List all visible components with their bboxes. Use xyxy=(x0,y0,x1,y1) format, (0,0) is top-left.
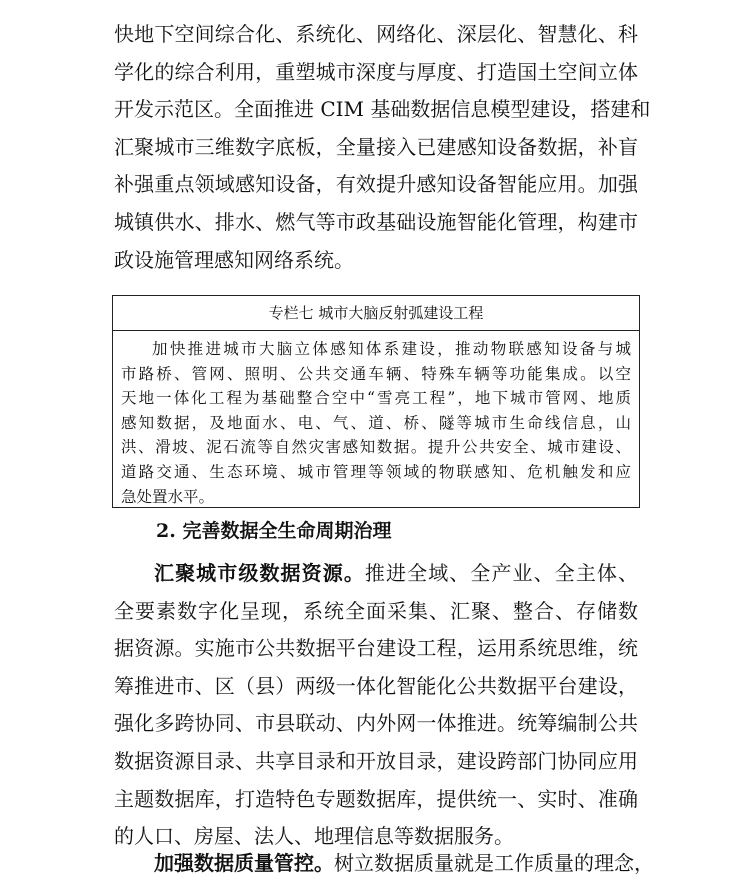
box-line: 洪、滑坡、泥石流等自然灾害感知数据。提升公共安全、城市建设、 xyxy=(121,438,631,457)
text-line: 筹推进市、区（县）两级一体化智能化公共数据平台建设， xyxy=(114,673,638,698)
sidebar-box-city-brain xyxy=(112,295,640,508)
text-line: 全要素数字化呈现，系统全面采集、汇聚、整合、存储数 xyxy=(114,598,638,623)
box-line: 市路桥、管网、照明、公共交通车辆、特殊车辆等功能集成。以空 xyxy=(121,364,631,383)
box-line: 加快推进城市大脑立体感知体系建设，推动物联感知设备与城 xyxy=(152,340,631,358)
box-line: 道路交通、生态环境、城市管理等领域的物联感知、危机触发和应 xyxy=(121,462,631,481)
box-line: 急处置水平。 xyxy=(121,487,215,506)
text-line: 主题数据库，打造特色专题数据库，提供统一、实时、准确 xyxy=(114,786,638,811)
text-line: 开发示范区。全面推进 CIM 基础数据信息模型建设，搭建和 xyxy=(114,97,651,122)
box-body xyxy=(113,331,639,509)
text-line: 的人口、房屋、法人、地理信息等数据服务。 xyxy=(114,824,514,849)
text-line: 强化多跨协同、市县联动、内外网一体推进。统筹编制公共 xyxy=(114,711,638,736)
text-line: 补强重点领域感知设备，有效提升感知设备智能应用。加强 xyxy=(114,172,638,197)
text-line-first xyxy=(114,845,654,883)
text-line: 汇聚城市三维数字底板，全量接入已建感知设备数据，补盲 xyxy=(114,134,638,159)
text-line: 数据资源目录、共享目录和开放目录，建设跨部门协同应用 xyxy=(114,748,638,773)
paragraph-data-quality xyxy=(114,845,654,883)
lead-phrase: 加强数据质量管控。 xyxy=(154,851,334,875)
box-line: 天地一体化工程为基础整合空中“雪亮工程”，地下城市管网、地质 xyxy=(121,389,631,408)
text-line: 学化的综合利用，重塑城市深度与厚度、打造国土空间立体 xyxy=(114,59,638,84)
lead-phrase: 汇聚城市级数据资源。 xyxy=(154,561,365,585)
text-line: 据资源。实施市公共数据平台建设工程，运用系统思维，统 xyxy=(114,636,638,661)
box-title: 专栏七 城市大脑反射弧建设工程 xyxy=(113,296,639,331)
box-line: 感知数据，及地面水、电、气、道、桥、隧等城市生命线信息，山 xyxy=(121,413,631,432)
text-fragment: 树立数据质量就是工作质量的理念， xyxy=(334,851,654,875)
text-fragment: 推进全域、全产业、全主体、 xyxy=(364,561,639,585)
paragraph-city-data xyxy=(114,555,638,856)
text-line: 政设施管理感知网络系统。 xyxy=(114,247,354,272)
text-line: 城镇供水、排水、燃气等市政基础设施智能化管理，构建市 xyxy=(114,209,638,234)
paragraph-underground-space xyxy=(114,16,651,279)
text-line: 快地下空间综合化、系统化、网络化、深层化、智慧化、科 xyxy=(114,22,638,46)
text-line-first xyxy=(114,555,638,593)
section-heading: 2. 完善数据全生命周期治理 xyxy=(156,520,392,542)
